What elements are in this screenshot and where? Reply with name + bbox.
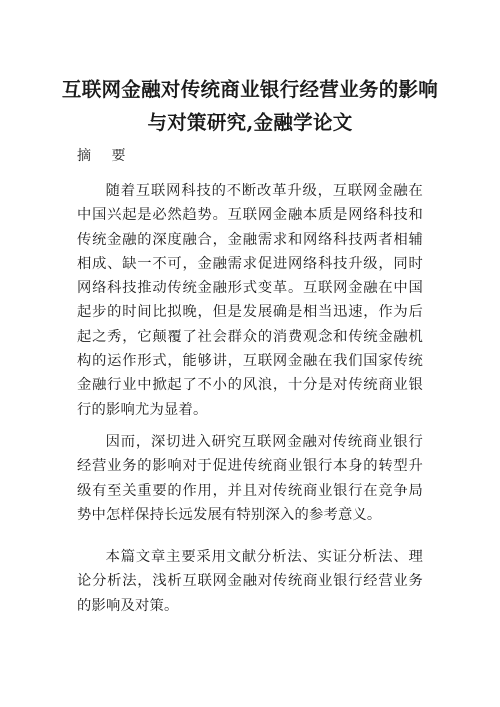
abstract-heading: 摘 要 xyxy=(77,148,134,164)
document-title: 互联网金融对传统商业银行经营业务的影响与对策研究,金融学论文 xyxy=(61,78,439,134)
abstract-paragraph-3: 本篇文章主要采用文献分析法、实证分析法、理论分析法，浅析互联网金融对传统商业银行经营业务的影响及对策。 xyxy=(77,549,423,614)
abstract-paragraph-1: 随着互联网科技的不断改革升级，互联网金融在中国兴起是必然趋势。互联网金融本质是网络科技和传统金融的深度融合，金融需求和网络科技两者相辅相成、缺一不可，金融需求促进网络科技升级，同时网络科技推动传统金融形式变革。互联网金融在中国起步的时间比拟晚，但是发展确是相当迅速，作为后起之秀，它颠覆了社会群众的消费观念和传统金融机构的运作形式，能够讲，互联网金融在我们国家传统金融行业中掀起了不小的风浪，十分是对传统商业银行的影响尤为显着。 xyxy=(77,183,423,418)
abstract-paragraph-2: 因而，深切进入研究互联网金融对传统商业银行经营业务的影响对于促进传统商业银行本身的转型升级有至关重要的作用，并且对传统商业银行在竞争局势中怎样保持长远发展有特别深入的参考意义。 xyxy=(77,434,423,523)
